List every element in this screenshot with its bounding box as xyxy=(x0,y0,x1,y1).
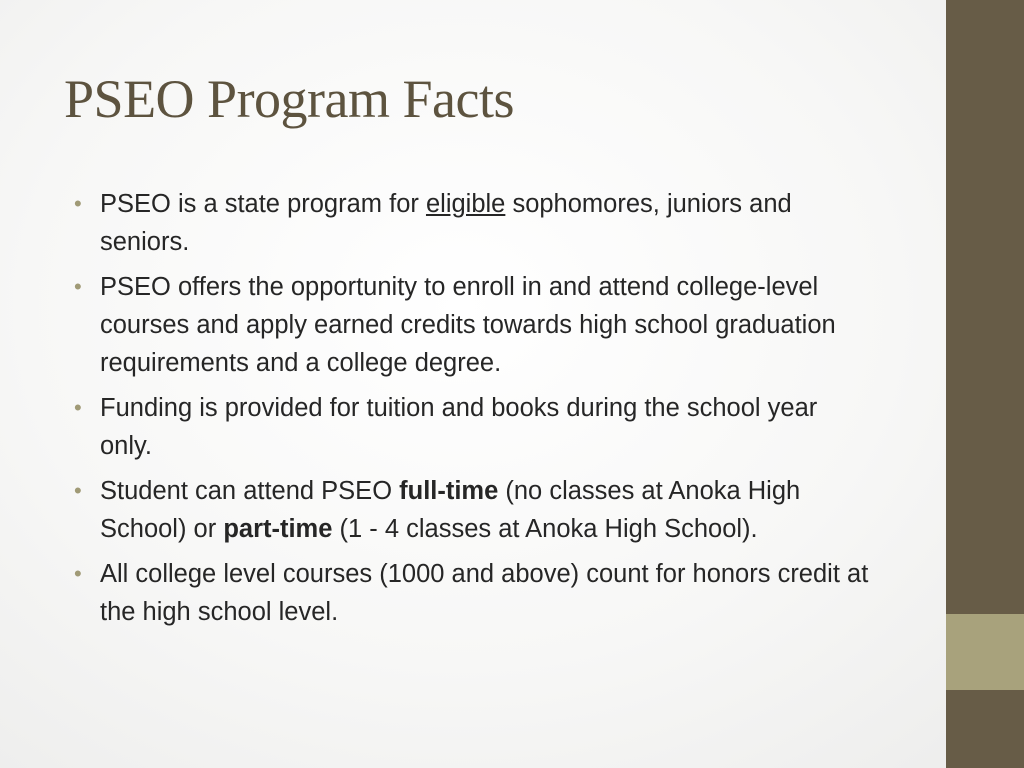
bullet-list xyxy=(72,185,872,638)
underlined-term: eligible xyxy=(425,190,506,218)
bullet-item xyxy=(72,555,872,631)
bullet-marker: • xyxy=(74,561,82,586)
slide-title: PSEO Program Facts xyxy=(64,69,514,129)
bullet-text: All college level courses (1000 and above) count for honors credit at the high school level. xyxy=(100,560,869,626)
bullet-item xyxy=(72,185,872,261)
bullet-text: (no classes at Anoka High School) or xyxy=(100,477,801,543)
bullet-marker: • xyxy=(74,395,82,420)
bullet-text: sophomores, juniors and seniors. xyxy=(100,190,792,256)
bullet-text: Student can attend PSEO xyxy=(100,477,400,505)
bullet-text: Funding is provided for tuition and books during the school year only. xyxy=(100,394,818,460)
bullet-text: PSEO is a state program for xyxy=(100,190,426,218)
bullet-item xyxy=(72,472,872,548)
bullet-marker: • xyxy=(74,274,82,299)
bullet-item xyxy=(72,268,872,382)
bullet-item xyxy=(72,389,872,465)
bullet-marker: • xyxy=(74,478,82,503)
bullet-marker: • xyxy=(74,191,82,216)
bold-term: part-time xyxy=(223,515,333,543)
bold-term: full-time xyxy=(399,477,499,505)
side-decor-accent xyxy=(946,614,1024,690)
bullet-text: (1 - 4 classes at Anoka High School). xyxy=(332,515,758,543)
bullet-text: PSEO offers the opportunity to enroll in and attend college-level courses and apply earned credits towards high school graduation requirements and a college degree. xyxy=(100,273,836,377)
